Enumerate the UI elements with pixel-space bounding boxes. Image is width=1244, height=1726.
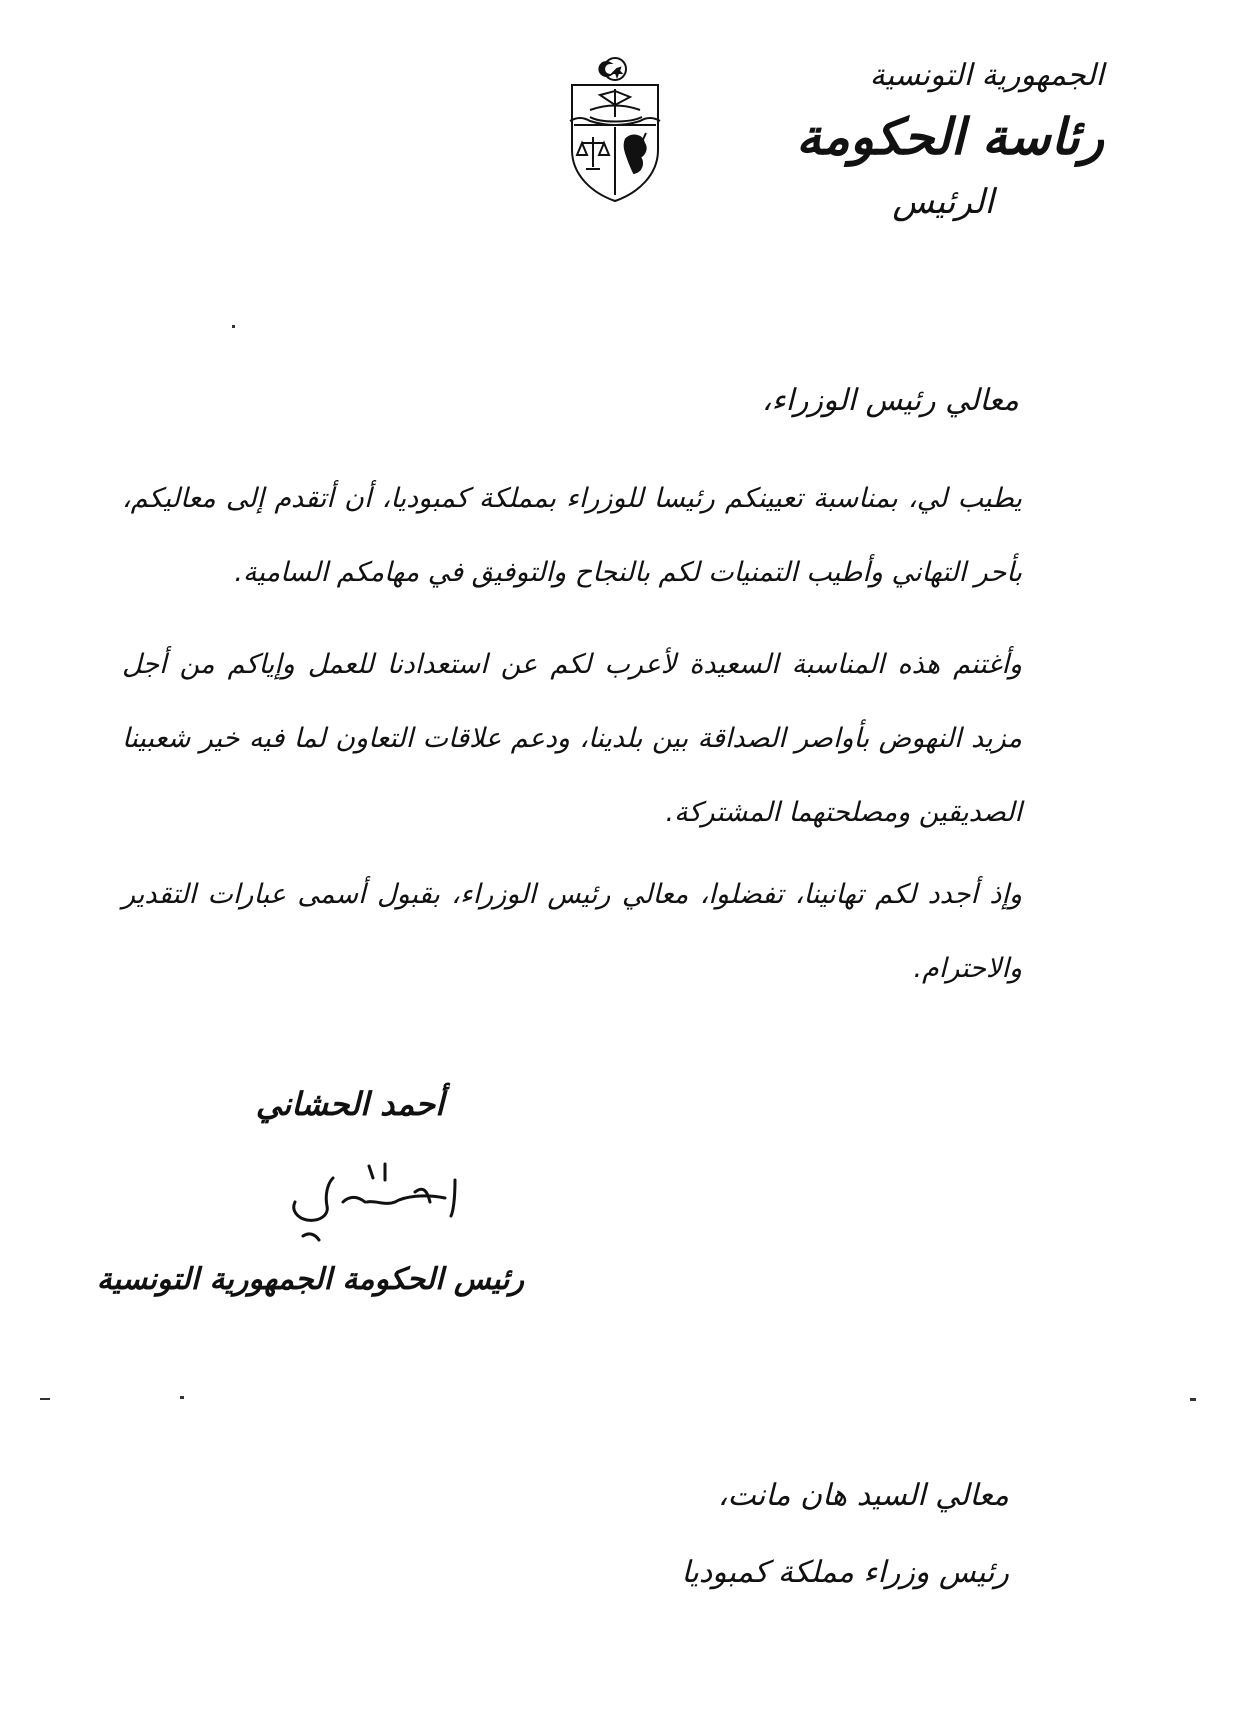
letterhead-country: الجمهورية التونسية <box>869 58 1104 93</box>
signatory-title: رئيس الحكومة الجمهورية التونسية <box>96 1262 524 1297</box>
addressee-name: معالي السيد هان مانت، <box>717 1478 1009 1513</box>
scan-speck <box>1190 1398 1196 1401</box>
letterhead-role: الرئيس <box>892 182 994 222</box>
scan-speck <box>232 325 235 328</box>
addressee-title: رئيس وزراء مملكة كمبوديا <box>681 1555 1009 1590</box>
handwritten-signature <box>255 1150 475 1250</box>
letterhead-office: رئاسة الحكومة <box>796 108 1104 166</box>
signatory-name: أحمد الحشاني <box>255 1085 444 1123</box>
salutation: معالي رئيس الوزراء، <box>761 383 1019 418</box>
paragraph-congratulations: يطيب لي، بمناسبة تعيينكم رئيسا للوزراء بمملكة كمبوديا، أن أتقدم إلى معاليكم، بأحر التهاني وأطيب التمنيات لكم بالنجاح والتوفيق في مهامكم السامية. <box>122 483 1022 588</box>
signature-text: الحشاني <box>263 1246 267 1247</box>
paragraph-closing: وإذ أجدد لكم تهانينا، تفضلوا، معالي رئيس الوزراء، بقبول أسمى عبارات التقدير والاحترام. <box>122 879 1022 984</box>
scan-speck <box>40 1398 50 1400</box>
coat-of-arms-icon <box>560 55 670 205</box>
paragraph-cooperation: وأغتنم هذه المناسبة السعيدة لأعرب لكم عن استعدادنا للعمل وإياكم من أجل مزيد النهوض بأواصر الصداقة بين بلدينا، ودعم علاقات التعاون لما فيه خير شعبينا الصديقين ومصلحتهما المشتركة. <box>122 649 1022 828</box>
scan-speck <box>180 1396 184 1399</box>
